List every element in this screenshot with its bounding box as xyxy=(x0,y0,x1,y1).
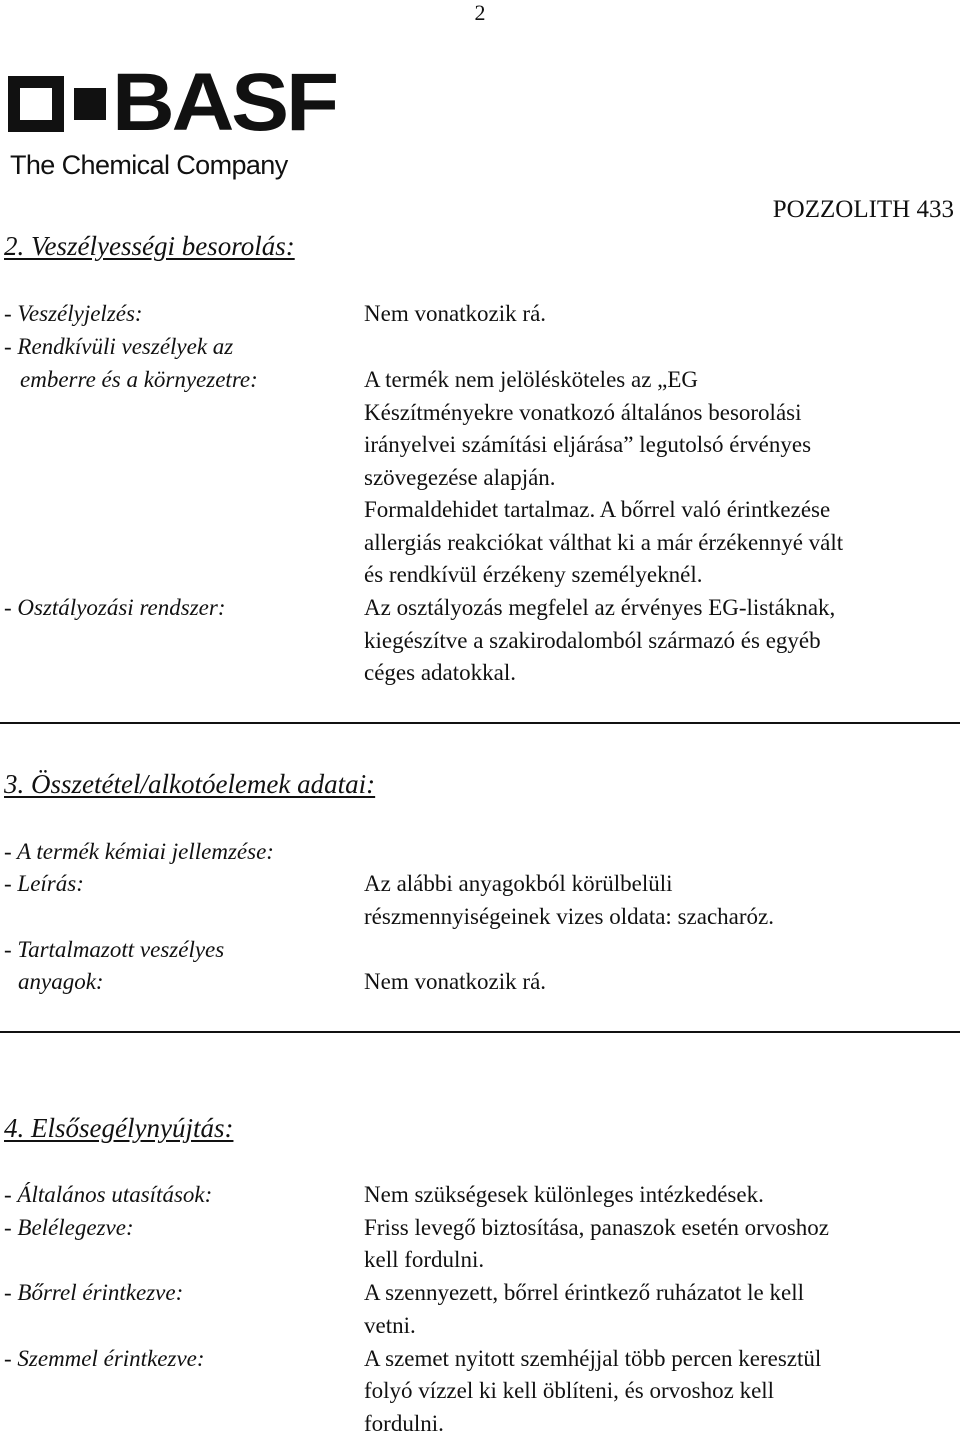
basf-logo xyxy=(8,57,336,186)
label-tartalmazott-veszelyes-line1: - Tartalmazott veszélyes xyxy=(4,937,225,962)
section-divider xyxy=(0,1031,960,1033)
label-leiras: - Leírás: xyxy=(4,871,84,896)
value-rendkivuli-veszelyek-line2: Készítményekre vonatkozó általános besorolási xyxy=(364,400,802,425)
logo-square-outline xyxy=(8,76,64,132)
logo-tagline: The Chemical Company xyxy=(10,150,288,180)
value-rendkivuli-veszelyek-line4: szövegezése alapján. xyxy=(364,465,556,490)
label-szemmel-erintkezve: - Szemmel érintkezve: xyxy=(4,1346,205,1371)
logo-square-solid xyxy=(74,88,106,120)
product-name: POZZOLITH 433 xyxy=(772,196,954,223)
label-borrel-erintkezve: - Bőrrel érintkezve: xyxy=(4,1280,184,1305)
value-rendkivuli-veszelyek-line7: és rendkívül érzékeny személyeknél. xyxy=(364,562,703,587)
value-altalanos-utasitasok: Nem szükségesek különleges intézkedések. xyxy=(364,1182,764,1207)
value-leiras-line1: Az alábbi anyagokból körülbelüli xyxy=(364,871,673,896)
label-rendkivuli-veszelyek-line2: emberre és a környezetre: xyxy=(20,367,258,392)
value-borrel-erintkezve-line1: A szennyezett, bőrrel érintkező ruházatot le kell xyxy=(364,1280,804,1305)
label-tartalmazott-veszelyes-line2: anyagok: xyxy=(18,969,104,994)
logo-wordmark: BASF xyxy=(112,57,336,148)
value-rendkivuli-veszelyek-line6: allergiás reakciókat válthat ki a már érzékennyé vált xyxy=(364,530,844,555)
value-belelegezve-line2: kell fordulni. xyxy=(364,1247,485,1272)
section-4-title: 4. Elsősegélynyújtás: xyxy=(4,1113,234,1143)
value-rendkivuli-veszelyek-line1: A termék nem jelölésköteles az „EG xyxy=(364,367,699,392)
value-szemmel-erintkezve-line3: fordulni. xyxy=(364,1411,444,1436)
value-osztalyozasi-rendszer-line3: céges adatokkal. xyxy=(364,660,516,685)
label-rendkivuli-veszelyek-line1: - Rendkívüli veszélyek az xyxy=(4,334,234,359)
value-veszelyjelzes: Nem vonatkozik rá. xyxy=(364,301,547,326)
value-osztalyozasi-rendszer-line1: Az osztályozás megfelel az érvényes EG-listáknak, xyxy=(364,595,836,620)
value-rendkivuli-veszelyek-line5: Formaldehidet tartalmaz. A bőrrel való érintkezése xyxy=(364,497,831,522)
value-borrel-erintkezve-line2: vetni. xyxy=(364,1313,416,1338)
value-szemmel-erintkezve-line1: A szemet nyitott szemhéjjal több percen keresztül xyxy=(364,1346,822,1371)
value-osztalyozasi-rendszer-line2: kiegészítve a szakirodalomból származó és egyéb xyxy=(364,628,821,653)
value-leiras-line2: részmennyiségeinek vizes oldata: szacharóz. xyxy=(364,904,774,929)
label-kemiai-jellemzes: - A termék kémiai jellemzése: xyxy=(4,839,274,864)
value-szemmel-erintkezve-line2: folyó vízzel ki kell öblíteni, és orvoshoz kell xyxy=(364,1378,775,1403)
section-2-title: 2. Veszélyességi besorolás: xyxy=(4,231,295,261)
value-rendkivuli-veszelyek-line3: irányelvei számítási eljárása” legutolsó érvényes xyxy=(364,432,812,457)
value-belelegezve-line1: Friss levegő biztosítása, panaszok esetén orvoshoz xyxy=(364,1215,829,1240)
section-divider xyxy=(0,722,960,724)
label-veszelyjelzes: - Veszélyjelzés: xyxy=(4,301,143,326)
label-osztalyozasi-rendszer: - Osztályozási rendszer: xyxy=(4,595,226,620)
page-number: 2 xyxy=(474,0,486,25)
value-tartalmazott-veszelyes: Nem vonatkozik rá. xyxy=(364,969,547,994)
label-belelegezve: - Belélegezve: xyxy=(4,1215,134,1240)
label-altalanos-utasitasok: - Általános utasítások: xyxy=(4,1182,213,1207)
section-3-title: 3. Összetétel/alkotóelemek adatai: xyxy=(4,769,376,799)
